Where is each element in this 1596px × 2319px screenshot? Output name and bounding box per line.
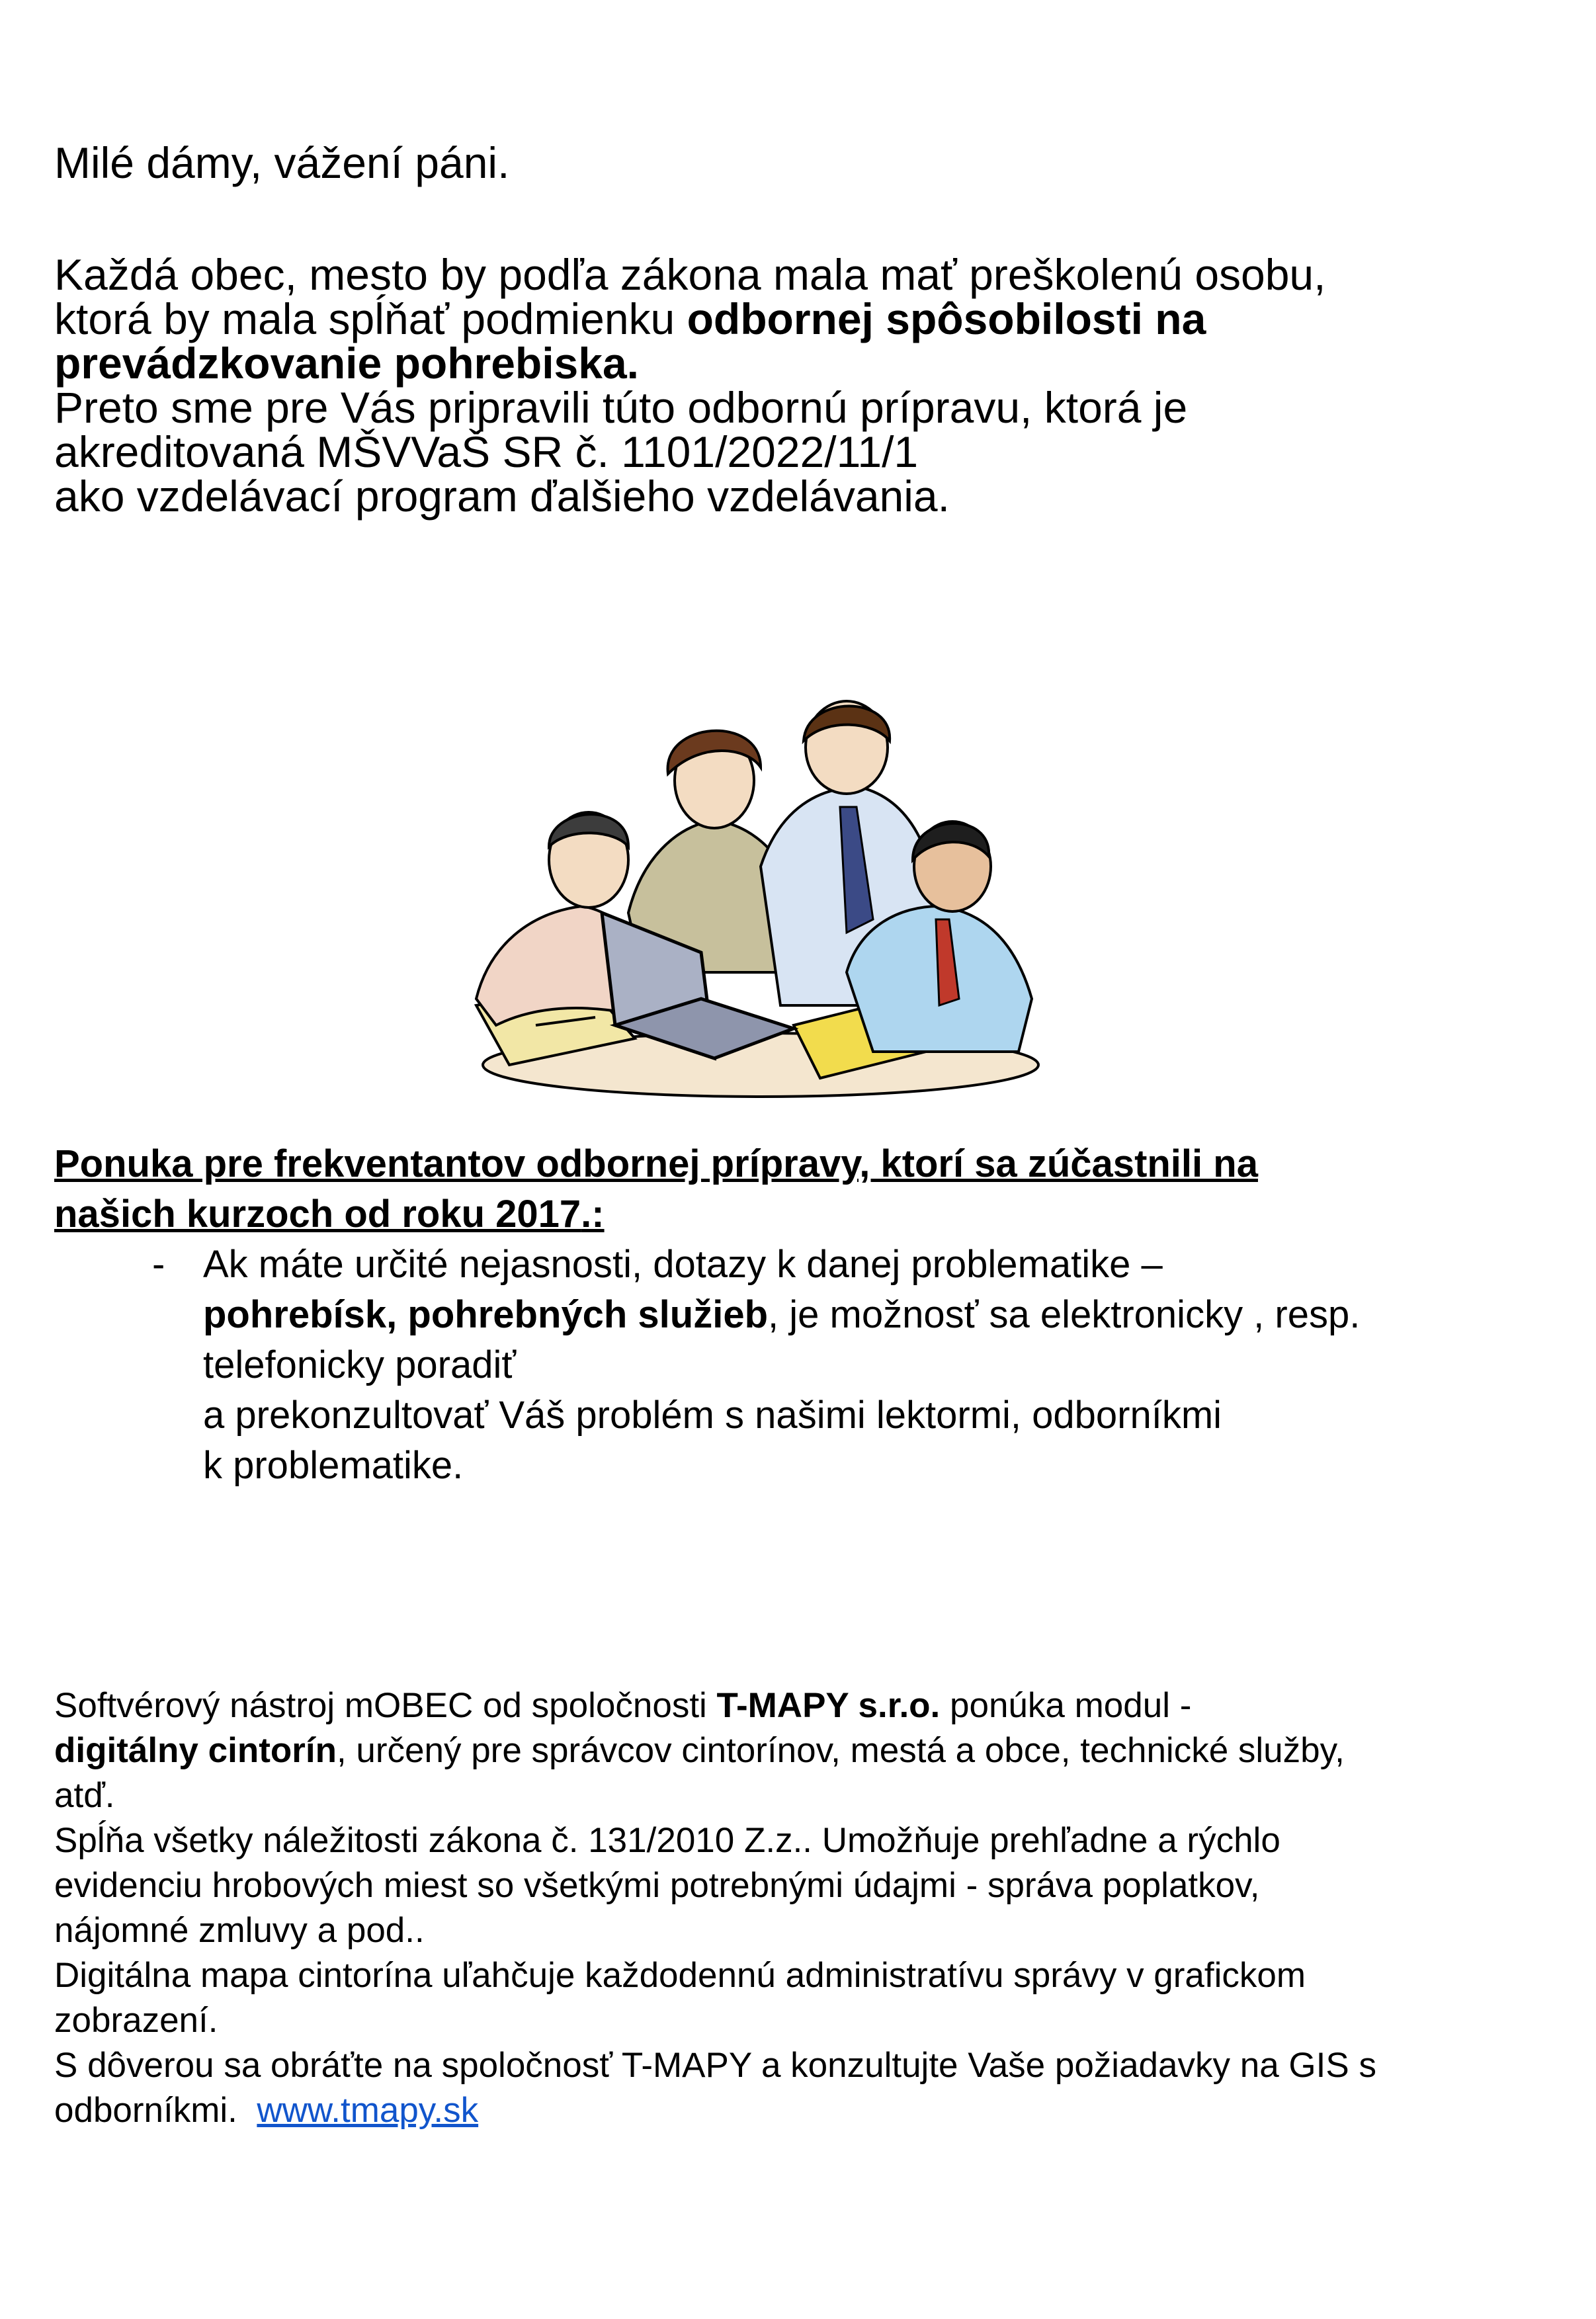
offer-heading [54, 1139, 1360, 1240]
tmapy-website-link[interactable]: www.tmapy.sk [257, 2091, 479, 2130]
module-name: digitálny cintorín [54, 1731, 337, 1770]
offer-heading-line: Ponuka pre frekventantov odbornej prípravy, ktorí sa zúčastnili na [54, 1142, 1258, 1185]
software-line: zobrazení. [54, 2001, 218, 2040]
intro-bold-text: prevádzkovanie pohrebiska. [54, 339, 640, 388]
list-item-text: , je možnosť sa elektronicky , resp. [768, 1293, 1361, 1336]
list-item-line [203, 1290, 1360, 1340]
people-at-laptop-clipart-icon [450, 695, 1058, 1098]
list-item-bold-text: pohrebísk, pohrebných služieb [203, 1293, 769, 1336]
software-text: , určený pre správcov cintorínov, mestá a obce, technické služby, [336, 1731, 1345, 1770]
offer-section [54, 1139, 1360, 1491]
list-item-line: Ak máte určité nejasnosti, dotazy k danej problematike – [203, 1243, 1163, 1286]
greeting: Milé dámy, vážení páni. [54, 138, 510, 187]
offer-list [54, 1240, 1360, 1491]
software-line: S dôverou sa obráťte na spoločnosť T-MAPY a konzultujte Vaše požiadavky na GIS s [54, 2046, 1376, 2085]
software-line [54, 1683, 1376, 1728]
intro-line: ako vzdelávací program ďalšieho vzdelávania. [54, 472, 950, 521]
software-text: odborníkmi. [54, 2091, 257, 2130]
offer-heading-text: našich kurzoch od roku 2017 [54, 1193, 581, 1236]
software-line: Digitálna mapa cintorína uľahčuje každodennú administratívu správy v grafickom [54, 1956, 1306, 1995]
intro-line: akreditovaná MŠVVaŠ SR č. 1101/2022/11/1 [54, 427, 919, 476]
list-item-line: k problematike. [203, 1444, 464, 1487]
software-line [54, 1728, 1376, 1773]
software-section [54, 1683, 1376, 2133]
intro-bold-text: odbornej spôsobilosti na [687, 294, 1206, 343]
software-line: evidenciu hrobových miest so všetkými potrebnými údajmi - správa poplatkov, [54, 1866, 1260, 1905]
list-item-line: telefonicky poradiť [203, 1343, 517, 1386]
list-item-line: a prekonzultovať Váš problém s našimi lektormi, odborníkmi [203, 1394, 1222, 1437]
software-text: ponúka modul - [940, 1686, 1192, 1725]
company-name: T-MAPY s.r.o. [716, 1686, 941, 1725]
intro-line [54, 294, 1575, 343]
offer-heading-suffix: .: [581, 1193, 605, 1236]
intro-line [54, 341, 1575, 386]
bullet-dash: - [152, 1243, 165, 1286]
intro-line: Každá obec, mesto by podľa zákona mala mať preškolenú osobu, [54, 250, 1326, 299]
offer-heading-line [54, 1189, 1360, 1240]
software-line: atď. [54, 1776, 115, 1815]
software-line: nájomné zmluvy a pod.. [54, 1911, 425, 1950]
software-line: Spĺňa všetky náležitosti zákona č. 131/2010 Z.z.. Umožňuje prehľadne a rýchlo [54, 1821, 1281, 1860]
software-line [54, 2088, 1376, 2133]
intro-paragraph [54, 250, 1575, 521]
list-item [54, 1240, 1360, 1491]
software-text: Softvérový nástroj mOBEC od spoločnosti [54, 1686, 717, 1725]
intro-line: Preto sme pre Vás pripravili túto odbornú prípravu, ktorá je [54, 383, 1188, 432]
intro-text: ktorá by mala spĺňať podmienku [54, 294, 687, 343]
